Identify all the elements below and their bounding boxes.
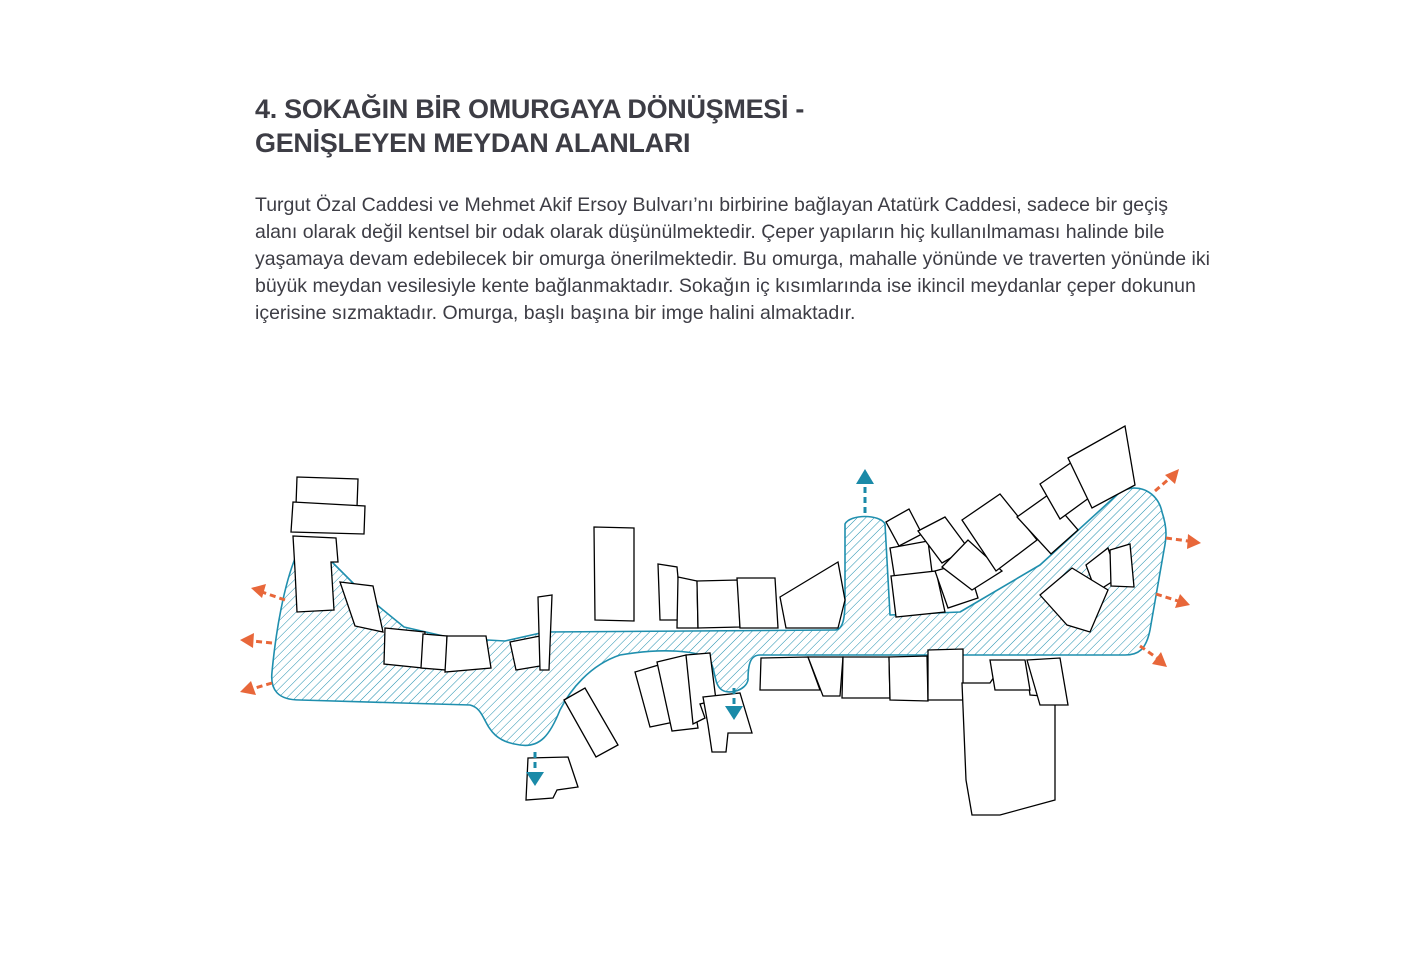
building (780, 562, 845, 628)
arrow-out-icon (251, 584, 285, 600)
title-line-2: GENİŞLEYEN MEYDAN ALANLARI (255, 128, 691, 158)
title-line-1: 4. SOKAĞIN BİR OMURGAYA DÖNÜŞMESİ - (255, 94, 805, 124)
arrow-out-icon (1156, 594, 1190, 608)
building (889, 656, 928, 701)
building (291, 502, 365, 534)
building (928, 649, 963, 700)
building (886, 509, 922, 546)
description-paragraph: Turgut Özal Caddesi ve Mehmet Akif Ersoy Bulvarı’nı birbirine bağlayan Atatürk Caddesi, sadece bir geçiş alanı olarak değil kentsel bir odak olarak düşünülmektedir. Çeper yapıların hiç kullanılmaması halinde bile yaşamaya devam edebilecek bir omurga önerilmektedir. Bu omurga, mahalle yönünde ve traverten yönünde iki büyük meydan vesilesiyle kente bağlanmaktadır. Sokağın iç kısımlarında ise ikincil meydanlar çeper dokunun içerisine sızmaktadır. Omurga, başlı başına bir imge halini almaktadır. (255, 194, 1210, 324)
arrow-in-icon (856, 469, 874, 513)
arrow-out-icon (1155, 469, 1179, 491)
arrow-out-icon (1140, 646, 1167, 667)
building (293, 536, 338, 612)
building (594, 527, 634, 621)
building (445, 636, 491, 672)
building (737, 578, 778, 628)
building (538, 595, 552, 670)
building (384, 628, 425, 668)
building (677, 577, 698, 628)
arrow-out-icon (240, 681, 272, 695)
building (421, 634, 447, 670)
building (842, 657, 890, 698)
arrow-out-icon (240, 633, 272, 648)
building (564, 688, 618, 757)
building (697, 580, 740, 628)
building (1110, 544, 1134, 587)
building (990, 660, 1030, 690)
building (703, 693, 752, 752)
arrow-out-icon (1166, 534, 1201, 549)
